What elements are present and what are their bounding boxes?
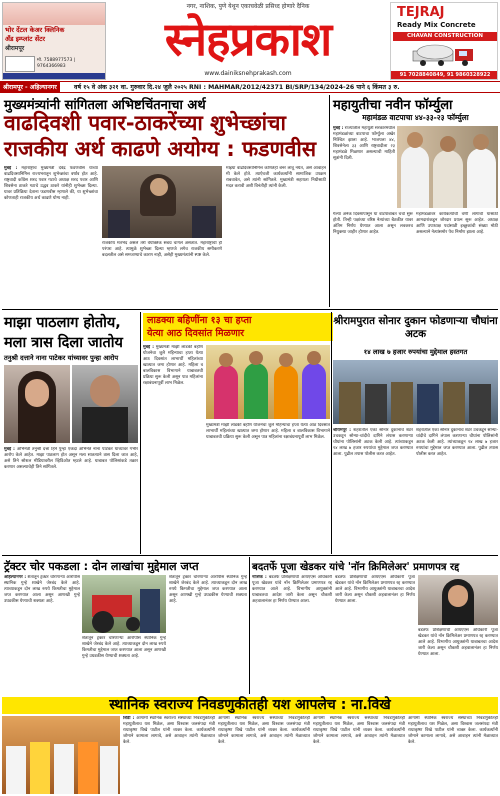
shrirampur-dateline: श्रीरामपूर : — [333, 428, 351, 433]
dental-clinic-ad[interactable] — [2, 2, 106, 80]
vikhe-col2: आगामी स्थानिक स्वराज्य संस्थांच्या निवडणुकीतही महायुतीलाच यश मिळेल, असा विश्वास जलसंपदा मंत्री राधाकृष्ण विखे पाटील यांनी व्यक्त केला. कार्यकर्त्यांनी जोमाने कामाला लागावे, असे आवाहन त्यांनी मेळाव्यात केले. — [218, 716, 310, 745]
column-divider — [331, 312, 332, 554]
ad-clinic-subtitle: ॲंड इम्प्लांट सेंटर — [5, 35, 46, 43]
tejraj-concrete-ad[interactable] — [390, 2, 498, 80]
ad-company: CHAVAN CONSTRUCTION — [393, 32, 497, 41]
masthead — [106, 0, 390, 80]
shrirampur-theft-col1: श्रीरामपूर : शहरातील एका सोनार दुकानाचे शटर उचकटून सोन्या-चांदीचे दागिने लंपास करणाऱ्या चौघांना पोलिसांनी अटक केली आहे. त्यांच्याकडून १४ लाख ७ हजार रुपयांचा मुद्देमाल जप्त करण्यात आला. पुढील तपास पोलीस करत आहेत. — [333, 428, 413, 457]
ad-product: Ready Mix Concrete — [397, 21, 476, 29]
khedkar-col3: बडतर्फ प्रशिक्षणार्थी आयएएस अधिकारी पूजा खेडकर यांचे नॉन क्रिमिलेअर प्रमाणपत्र रद्द करण्यात आले आहे. विभागीय आयुक्तांनी याबाबतचा आदेश जारी केला असून चौकशी अहवालानंतर हा निर्णय घेण्यात आला. — [418, 628, 498, 657]
main-headline-line2: राजकीय अर्थ काढणे अयोग्य : फडणवीस — [4, 137, 317, 161]
vikhe-rally-photo — [2, 716, 120, 794]
vikhe-headline[interactable]: स्थानिक स्वराज्य निवडणुकीतही यश आपलेच : ना.विखे — [2, 697, 498, 714]
tanushree-headline[interactable]: माझा पाठलाग होतोय, मला त्रास दिला जातोय — [4, 315, 123, 351]
edition-city: श्रीरामपूर - अहिल्यानगर — [0, 82, 60, 92]
police-accused-photo — [333, 360, 498, 424]
mahayuti-headline[interactable]: महायुतीचा नवीन फॉर्म्युला — [333, 98, 453, 113]
main-story-col3: माझ्या वाढदिवसानिमित्त कोणतेही बॅनर लावू नयेत, असे आवाहन मी केले होते. त्याऐवजी कार्यकर्त्यांनी सामाजिक उपक्रम राबवावेत, असे त्यांनी सांगितले. मुख्यमंत्री सहायता निधीसाठी मदत करावी अशी विनंतीही त्यांनी केली. — [226, 166, 326, 189]
ad-phone: मो. 7588977573 | 9764366983 — [37, 58, 76, 69]
section-divider — [2, 555, 498, 556]
nana-patekar-photo — [72, 365, 138, 443]
khedkar-headline[interactable]: बदतर्फे पूजा खेडकर यांचे 'नॉन क्रिमिलेअर' प्रमाणपत्र रद्द — [252, 562, 460, 573]
dentist-photo — [5, 56, 35, 72]
tractor-dateline: अहिल्यानगर : — [4, 575, 27, 580]
ad-clinic-name: भोर देंटल केअर क्लिनिक — [5, 26, 65, 34]
tractor-theft-col1: अहिल्यानगर : शेतातून ट्रॅक्टर चोरणाऱ्या आरोपीस स्थानिक गुन्हे शाखेने जेरबंद केले आहे. त्याच्याकडून दोन लाख रुपये किमतीचा मुद्देमाल जप्त करण्यात आला असून आणखी गुन्हे उघडकीस येण्याची शक्यता आहे. — [4, 575, 80, 604]
mahayuti-col1: मुंबई : राज्यातील महायुती सरकारमधील महामंडळांच्या वाटपाचा फॉर्म्युला अखेर निश्चित झाला आहे. भाजपला ४४, शिवसेनेला ३३ आणि राष्ट्रवादीला २३ महामंडळे मिळणार असल्याची माहिती सूत्रांनी दिली. — [333, 126, 395, 161]
shrirampur-theft-col2: शहरातील एका सोनार दुकानाचे शटर उचकटून सोन्या-चांदीचे दागिने लंपास करणाऱ्या चौघांना पोलिसांनी अटक केली आहे. त्यांच्याकडून १४ लाख ७ हजार रुपयांचा मुद्देमाल जप्त करण्यात आला. पुढील तपास पोलीस करत आहेत. — [416, 428, 498, 457]
ad-footer-band — [3, 73, 106, 80]
main-headline[interactable] — [4, 110, 324, 162]
tractor-theft-col2: शेतातून ट्रॅक्टर चोरणाऱ्या आरोपीस स्थानिक गुन्हे शाखेने जेरबंद केले आहे. त्याच्याकडून दोन लाख रुपये किमतीचा मुद्देमाल जप्त करण्यात आला असून आणखी गुन्हे उघडकीस येण्याची शक्यता आहे. — [82, 636, 166, 659]
khedkar-col2: बडतर्फ प्रशिक्षणार्थी आयएएस अधिकारी पूजा खेडकर यांचे नॉन क्रिमिलेअर प्रमाणपत्र रद्द करण्यात आले आहे. विभागीय आयुक्तांनी याबाबतचा आदेश जारी केला असून चौकशी अहवालानंतर हा निर्णय घेण्यात आला. — [335, 575, 415, 604]
mahayuti-dateline: मुंबई : — [333, 126, 344, 131]
ladki-bahin-women-photo — [206, 345, 330, 419]
smile-image — [3, 3, 106, 25]
shrirampur-theft-subhead: १४ लाख ७ हजार रुपयांचा मुद्देमाल हस्तगत — [363, 348, 468, 356]
cm-press-photo — [102, 166, 222, 238]
column-divider — [329, 95, 330, 307]
shrirampur-theft-headline[interactable]: श्रीरामपुरात सोनार दुकान फोडणाऱ्या चौघांना अटक — [333, 315, 498, 340]
date-bar — [0, 81, 500, 93]
mahayuti-subhead: महामंडळ वाटपाचा ४४-३३-२३ फॉर्म्युला — [362, 113, 469, 122]
main-kicker: मुख्यमंत्र्यांनी सांगितला अभिष्टचिंतनाचा अर्थ — [4, 98, 206, 113]
tanushree-subhead: तनुश्री दत्ताने नाना पाटेकर यांच्यावर पुन्हा आरोप — [4, 354, 119, 362]
mahayuti-leaders-photo — [397, 126, 498, 208]
khedkar-dateline: नाशिक : — [252, 575, 267, 580]
tractor-theft-col3: शेतातून ट्रॅक्टर चोरणाऱ्या आरोपीस स्थानिक गुन्हे शाखेने जेरबंद केले आहे. त्याच्याकडून दोन लाख रुपये किमतीचा मुद्देमाल जप्त करण्यात आला असून आणखी गुन्हे उघडकीस येण्याची शक्यता आहे. — [169, 575, 247, 604]
khedkar-col1: नाशिक : बडतर्फ प्रशिक्षणार्थी आयएएस अधिकारी पूजा खेडकर यांचे नॉन क्रिमिलेअर प्रमाणपत्र रद्द करण्यात आले आहे. विभागीय आयुक्तांनी याबाबतचा आदेश जारी केला असून चौकशी अहवालानंतर हा निर्णय घेण्यात आला. — [252, 575, 332, 604]
column-divider — [140, 312, 141, 554]
tagline: नगर, नाशिक, पुणे येथून एकाचवेळी प्रसिध्द होणारे दैनिक — [186, 3, 310, 10]
ladki-bahin-headline[interactable]: लाडक्या बहिणींना १३ चा हप्ता येत्या आठ दिवसांत मिळणार — [143, 313, 333, 341]
vikhe-col4: आगामी स्थानिक स्वराज्य संस्थांच्या निवडणुकीतही महायुतीलाच यश मिळेल, असा विश्वास जलसंपदा मंत्री राधाकृष्ण विखे पाटील यांनी व्यक्त केला. कार्यकर्त्यांनी जोमाने कामाला लागावे, असे आवाहन त्यांनी मेळाव्यात केले. — [408, 716, 498, 745]
section-divider — [2, 309, 498, 310]
main-story-col2: राजकीय मतभेद असले तरी वैयक्तिक संबंध चांगले असतात. महाराष्ट्राची ही परंपरा आहे. त्यामुळे शुभेच्छा दिल्या म्हणजे लगेच राजकीय समीकरणे बदलतील असे समजण्याचे कारण नाही, असेही मुख्यमंत्र्यांनी स्पष्ट केले. — [102, 241, 222, 258]
tractor-photo — [82, 575, 166, 633]
edition-meta: वर्ष १५ वे अंक ३२१ वा. गुरुवार दि.२४ जुलै २०२५ RNI : MAHMAR/2012/42371 BI/SRP/134/2024-26 पाने ६ किंमत ३ रु. — [74, 84, 400, 91]
ladki-bahin-body: मुंबई : मुख्यमंत्री माझी लाडकी बहीण योजनेचा जुलै महिन्याचा हप्ता येत्या आठ दिवसांत लाभार्थी महिलांच्या खात्यात जमा होणार आहे. महिला व बालविकास विभागाने याबाबतची प्रक्रिया सुरू केली असून पात्र महिलांना रक्षाबंधनापूर्वी लाभ मिळेल. — [143, 345, 203, 386]
tanushree-photo — [4, 365, 70, 443]
ad-brand: TEJRAJ — [397, 5, 445, 20]
mahayuti-col2: गेल्या अनेक दिवसांपासून या वाटपाबाबत चर्चा सुरू होती. तिन्ही पक्षांच्या वरिष्ठ नेत्यांच्या बैठकीत यावर अंतिम निर्णय घेण्यात आला असून लवकरच नियुक्त्या जाहीर होणार आहेत. — [333, 212, 413, 235]
website-link[interactable]: www.dainiksnehprakash.com — [204, 70, 292, 77]
vikhe-col1: शिर्डी : आगामी स्थानिक स्वराज्य संस्थांच्या निवडणुकीतही महायुतीलाच यश मिळेल, असा विश्वास जलसंपदा मंत्री राधाकृष्ण विखे पाटील यांनी व्यक्त केला. कार्यकर्त्यांनी जोमाने कामाला लागावे, असे आवाहन त्यांनी मेळाव्यात केले. — [123, 716, 215, 745]
khedkar-photo — [418, 575, 498, 625]
main-headline-line1: वाढदिवशी पवार-ठाकरेंच्या शुभेच्छांचा — [4, 111, 286, 135]
mixer-truck-icon — [411, 43, 481, 67]
tanushree-dateline: मुंबई : — [4, 447, 15, 452]
column-divider — [249, 557, 250, 694]
tractor-theft-headline[interactable]: ट्रॅक्टर चोर पकडला : दोन लाखांचा मुद्देमाल जप्त — [4, 560, 199, 573]
paper-name[interactable]: स्नेहप्रकाश — [164, 12, 332, 66]
vikhe-dateline: शिर्डी : — [123, 716, 135, 721]
mahayuti-col3: महामंडळांवर कार्यकर्त्यांची वर्णी लागावी यासाठी आमदारांकडून जोरदार प्रयत्न सुरू आहेत. अध्यक्ष आणि उपाध्यक्ष पदांसाठी इच्छुकांची संख्या मोठी असल्याने नेत्यांसमोर पेच निर्माण झाला आहे. — [416, 212, 498, 235]
ad-phones: 91 7028840849, 91 9860328922 — [391, 71, 498, 80]
main-dateline: मुंबई : — [4, 166, 18, 171]
ladki-bahin-body-cont: मुख्यमंत्री माझी लाडकी बहीण योजनेचा जुलै महिन्याचा हप्ता येत्या आठ दिवसांत लाभार्थी महिलांच्या खात्यात जमा होणार आहे. महिला व बालविकास विभागाने याबाबतची प्रक्रिया सुरू केली असून पात्र महिलांना रक्षाबंधनापूर्वी लाभ मिळेल. — [206, 423, 330, 440]
ad-clinic-city: श्रीरामपूर — [5, 45, 25, 52]
main-story-col1: मुंबई : महाराष्ट्राचे मुख्यमंत्री देवेंद्र फडणवीस यांच्या वाढदिवसानिमित्त राज्यभरातून शुभेच्छांचा वर्षाव होत आहे. राष्ट्रवादी काँग्रेस शरद पवार गटाचे अध्यक्ष शरद पवार आणि शिवसेना ठाकरे गटाचे उद्धव ठाकरे यांनीही शुभेच्छा दिल्या. यावर प्रतिक्रिया देताना फडणवीस म्हणाले की, या शुभेच्छांचा कोणताही राजकीय अर्थ काढणे योग्य नाही. — [4, 166, 98, 201]
tanushree-body: मुंबई : अभिनेत्री तनुश्री दत्ता हिने पुन्हा एकदा अभिनेते नाना पाटेकर यांच्यावर गंभीर आरोप केले आहेत. माझा पाठलाग होत असून मला सातत्याने त्रास दिला जात आहे, असे तिने सोशल मीडियावरील व्हिडिओत म्हटले आहे. याबाबत पोलिसांकडे तक्रार करणार असल्याचेही तिने सांगितले. — [4, 447, 138, 470]
ladki-bahin-dateline: मुंबई : — [143, 345, 154, 350]
vikhe-col3: आगामी स्थानिक स्वराज्य संस्थांच्या निवडणुकीतही महायुतीलाच यश मिळेल, असा विश्वास जलसंपदा मंत्री राधाकृष्ण विखे पाटील यांनी व्यक्त केला. कार्यकर्त्यांनी जोमाने कामाला लागावे, असे आवाहन त्यांनी मेळाव्यात केले. — [313, 716, 405, 745]
